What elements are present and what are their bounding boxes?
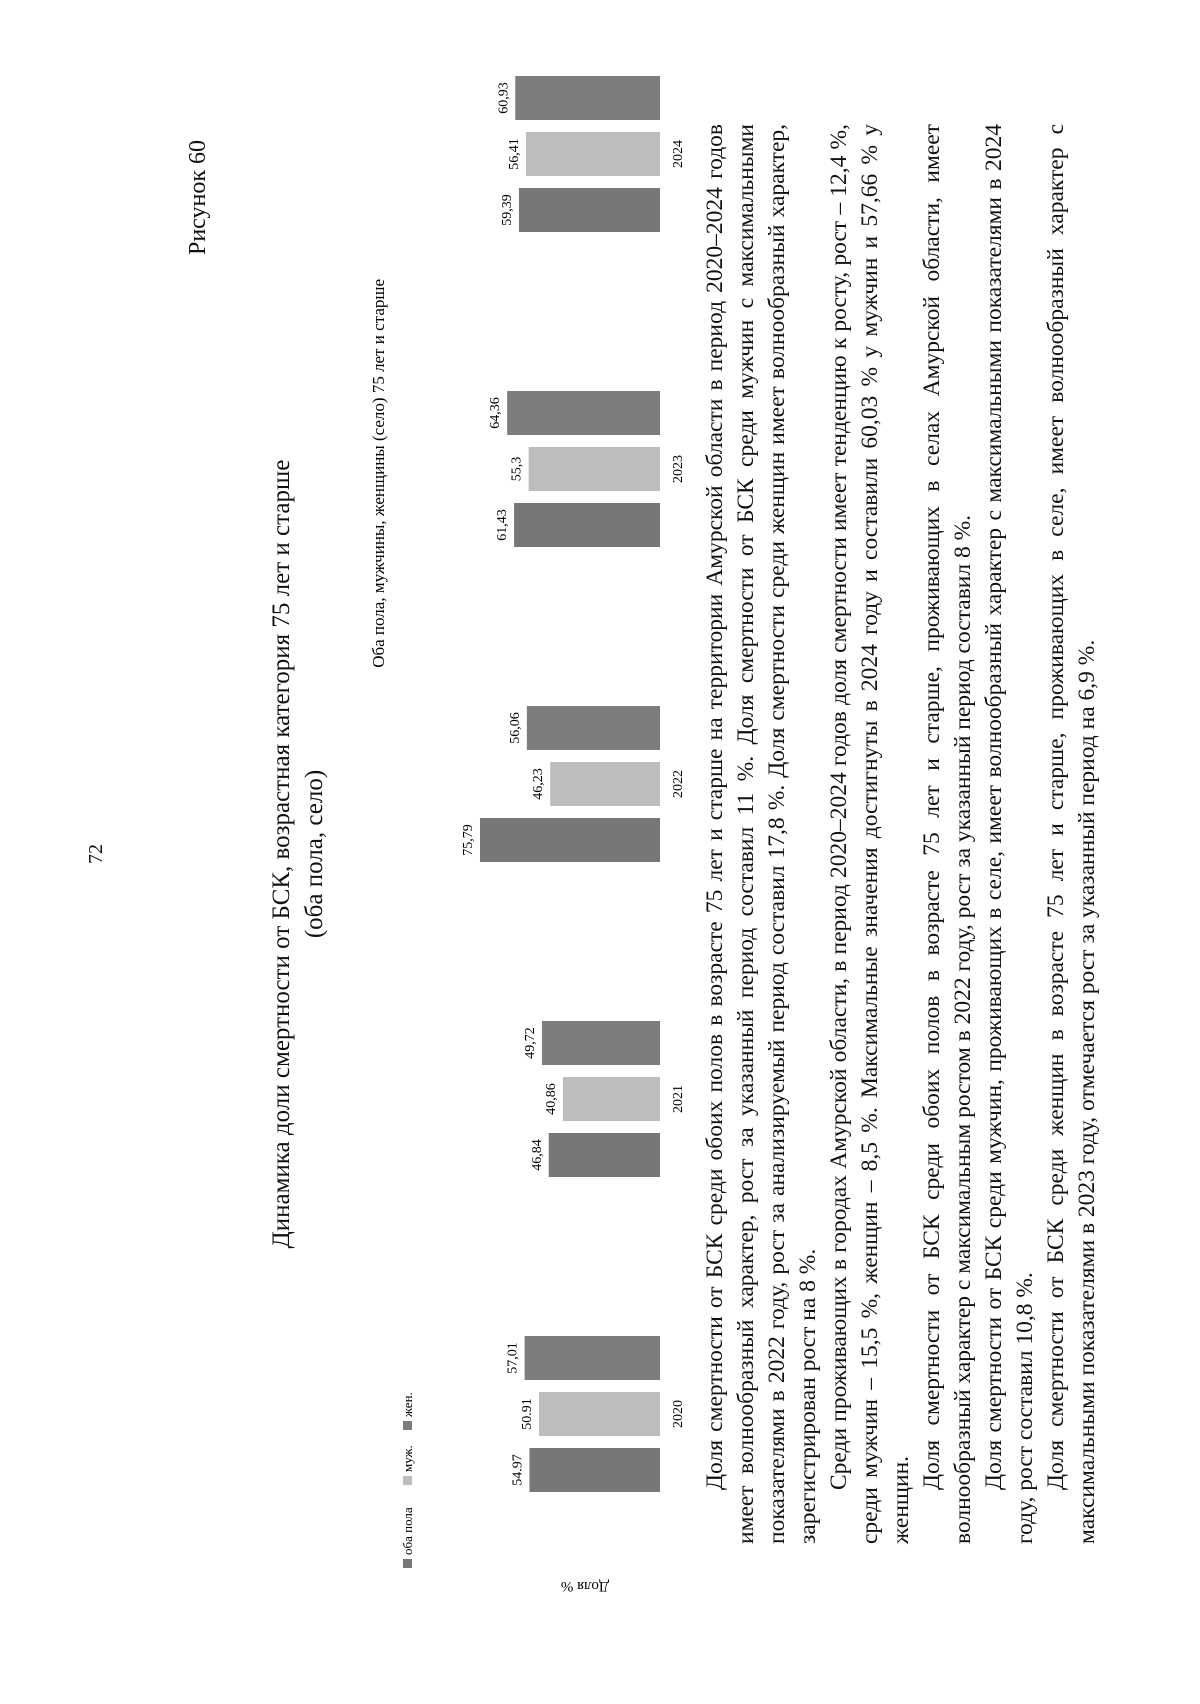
x-tick-label-2022: 2022 [671,770,686,798]
legend-swatch-0 [403,1559,412,1568]
paragraph-1: Доля смертности от БСК среди обоих полов в возрасте 75 лет и старше на территории Амурской области в период 2020–2024 годов имеет волнообразный характер, рост за указанный период составил 11 %. Доля смертности от БСК среди мужчин с максимальными показателями в 2022 году, рост за анализируемый период составил 17,8 %. Доля смертности среди женщин имеет волнообразный характер, зарегистрирован рост на 8 %. [702,124,821,1544]
data-label-2022-1: 46,23 [531,768,547,800]
data-label-2020-2: 57,01 [505,1342,521,1374]
bar-2023-0 [514,503,660,547]
data-label-2021-2: 49,72 [522,1027,538,1059]
bar-2021-2 [542,1021,660,1065]
body-text [700,124,1103,1544]
figure-title [265,304,331,1404]
data-label-2021-1: 40,86 [543,1083,559,1115]
y-axis-label: Доля % [560,1578,610,1594]
data-label-2020-1: 50.91 [520,1398,536,1430]
bar-2022-1 [550,762,660,806]
bar-2022-2 [527,706,660,750]
legend-label-2: жен. [400,1392,415,1417]
bar-2024-0 [519,188,660,232]
chart-bars [461,76,686,1492]
bar-2023-2 [507,391,660,435]
data-label-2023-1: 55,3 [509,456,525,482]
data-label-2024-2: 60,93 [496,82,512,114]
data-label-2024-1: 56,41 [507,138,523,170]
bar-2021-1 [563,1077,660,1121]
legend-label-1: муж. [400,1445,415,1472]
legend-label-0: оба пола [400,1507,415,1555]
figure-label: Рисунок 60 [185,140,211,256]
bar-2022-0 [480,818,660,862]
x-tick-label-2021: 2021 [671,1085,686,1113]
bar-chart [369,82,690,1594]
data-label-2023-2: 64,36 [488,397,504,429]
legend-swatch-1 [403,1476,412,1485]
bar-2020-0 [529,1448,660,1492]
paragraph-3: Доля смертности от БСК среди обоих полов в возрасте 75 лет и старше, проживающих в селах Амурской области, имеет волнообразный характер с максимальным ростом в 2022 году, рост за указанный период составил 8 %. [919,124,976,1544]
figure-title-line-1: Динамика доли смертности от БСК, возрастная категория 75 лет и старше [268,459,295,1249]
bar-2021-0 [549,1133,660,1177]
paragraph-4: Доля смертности от БСК среди мужчин, проживающих в селе, имеет волнообразный характер с максимальными показателями в 2024 году, рост составил 10,8 %. [981,124,1038,1544]
chart-legend [400,1392,415,1568]
data-label-2024-0: 59,39 [499,194,515,226]
legend-swatch-2 [403,1421,412,1430]
figure-title-line-2: (оба пола, село) [301,769,328,939]
x-tick-label-2024: 2024 [671,140,686,168]
bar-2020-1 [539,1392,660,1436]
data-label-2023-0: 61,43 [495,509,511,541]
paragraph-5: Доля смертности от БСК среди женщин в возрасте 75 лет и старше, проживающих в селе, имеет волнообразный характер с максимальными показателями в 2023 году, отмечается рост за указанный период на 6,9 %. [1043,124,1100,1544]
bar-2023-1 [529,447,660,491]
page-number: 72 [85,844,107,864]
bar-2024-1 [526,132,660,176]
x-tick-label-2023: 2023 [671,455,686,483]
paragraph-2: Среди проживающих в городах Амурской области, в период 2020–2024 годов доля смертности имеет тенденцию к росту, рост – 12,4 %, среди мужчин – 15,5 %, женщин – 8,5 %. Максимальные значения достигнуты в 2024 году и составили 60,03 % у мужчин и 57,66 % у женщин. [826,124,914,1544]
bar-2020-2 [525,1336,660,1380]
data-label-2022-0: 75,79 [460,824,476,856]
data-label-2022-2: 56,06 [507,712,523,744]
data-label-2020-0: 54.97 [510,1454,526,1486]
bar-2024-2 [515,76,660,120]
x-tick-label-2020: 2020 [671,1400,686,1428]
chart-title: Оба пола, мужчины, женщины (село) 75 лет и старше [369,279,388,668]
data-label-2021-0: 46,84 [529,1139,545,1171]
